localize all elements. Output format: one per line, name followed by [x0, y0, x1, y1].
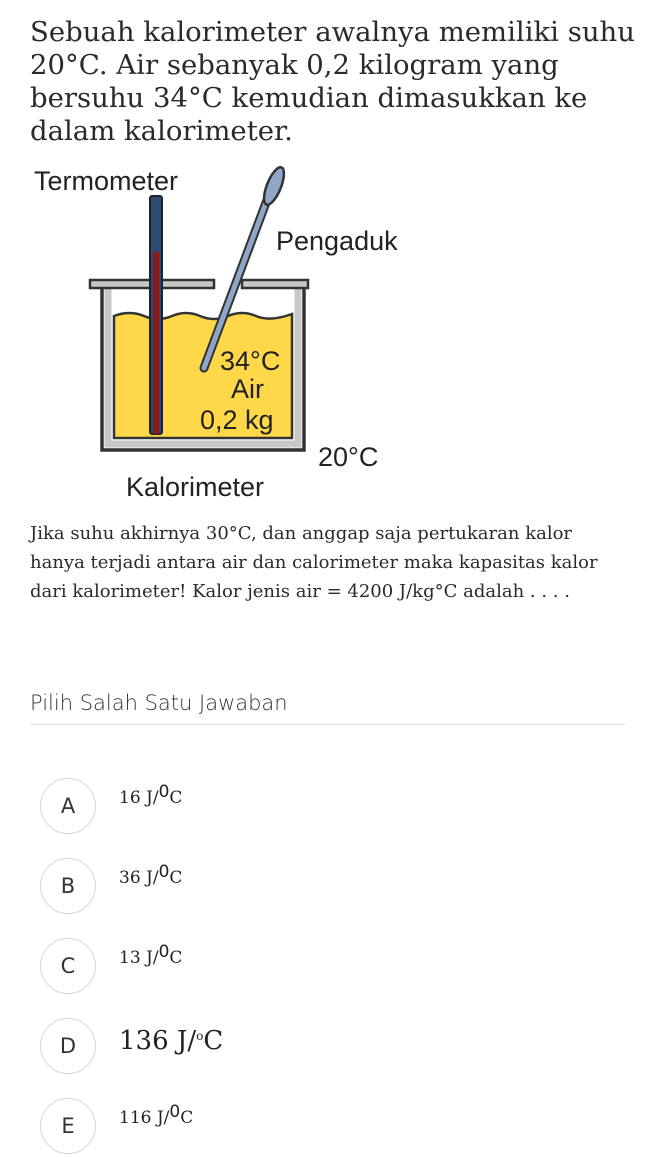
specific-heat: = 4200 J/kg°C	[326, 581, 458, 602]
answers-section-title: Pilih Salah Satu Jawaban	[30, 691, 288, 715]
option-text-c	[119, 942, 182, 968]
answer-option-d[interactable]	[40, 1018, 620, 1078]
option-value: 116	[119, 1108, 152, 1128]
unit-suffix: C	[180, 1108, 194, 1128]
option-value: 13	[119, 948, 141, 968]
water-temperature-label: 34°C	[220, 346, 281, 376]
option-letter-d[interactable]: D	[40, 1018, 96, 1074]
option-unit	[146, 782, 183, 808]
unit-sup: o	[196, 1029, 204, 1043]
unit-prefix: J/	[156, 1108, 170, 1128]
calorimeter-diagram	[30, 156, 430, 508]
stirrer-label: Pengaduk	[276, 226, 398, 256]
unit-sup: 0	[158, 942, 170, 962]
question-body-text-2: , dan anggap saja pertukaran kalor hanya terjadi antara air dan calorimeter maka kapasitas kalor dari kalorimeter! Kalor jenis air	[30, 523, 598, 602]
option-unit	[146, 942, 183, 968]
unit-sup: 0	[169, 1102, 181, 1122]
unit-prefix: J/	[176, 1026, 197, 1056]
option-text-d	[119, 1026, 223, 1056]
calorimeter-lid-right	[242, 280, 308, 288]
unit-suffix: C	[203, 1026, 224, 1056]
option-letter-b[interactable]: B	[40, 858, 96, 914]
option-unit	[146, 862, 183, 888]
unit-sup: 0	[158, 782, 170, 802]
option-letter-c[interactable]: C	[40, 938, 96, 994]
question-body-text-1: Jika suhu akhirnya	[30, 523, 206, 544]
question-intro-text-1: Sebuah kalorimeter awalnya memiliki suhu	[30, 16, 635, 48]
water-label: Air	[231, 374, 264, 404]
option-value: 16	[119, 788, 141, 808]
initial-temperature: 20°C	[30, 49, 99, 81]
question-intro-text-3: kemudian dimasukkan ke dalam kalorimeter.	[30, 82, 588, 147]
unit-sup: 0	[158, 862, 170, 882]
option-text-a	[119, 782, 182, 808]
question-intro	[30, 16, 640, 148]
water-mass-label: 0,2 kg	[200, 405, 274, 435]
option-value: 136	[119, 1026, 169, 1056]
option-letter-e[interactable]: E	[40, 1098, 96, 1154]
water-temperature: 34°C	[153, 82, 223, 114]
option-unit	[156, 1102, 194, 1128]
calorimeter-label: Kalorimeter	[126, 472, 265, 502]
question-body	[30, 519, 630, 606]
unit-prefix: J/	[146, 868, 159, 888]
answer-option-e[interactable]	[40, 1098, 620, 1158]
option-letter-a[interactable]: A	[40, 778, 96, 834]
question-intro-text-2: . Air sebanyak 0,2 kilogram yang bersuhu	[30, 49, 559, 114]
option-text-e	[119, 1102, 193, 1128]
answer-option-a[interactable]	[40, 778, 620, 838]
option-text-b	[119, 862, 182, 888]
answer-option-c[interactable]	[40, 938, 620, 998]
unit-suffix: C	[169, 948, 183, 968]
final-temperature: 30°C	[205, 523, 251, 544]
unit-suffix: C	[169, 868, 183, 888]
unit-prefix: J/	[146, 788, 159, 808]
answer-option-b[interactable]	[40, 858, 620, 918]
unit-suffix: C	[169, 788, 183, 808]
option-value: 36	[119, 868, 141, 888]
unit-prefix: J/	[146, 948, 159, 968]
thermometer-mercury	[153, 252, 159, 434]
question-body-text-3: adalah . . . .	[457, 581, 570, 602]
thermometer-label: Termometer	[34, 166, 179, 196]
calorimeter-temperature-label: 20°C	[318, 442, 379, 472]
stirrer-handle	[260, 165, 288, 207]
section-divider	[30, 724, 625, 725]
